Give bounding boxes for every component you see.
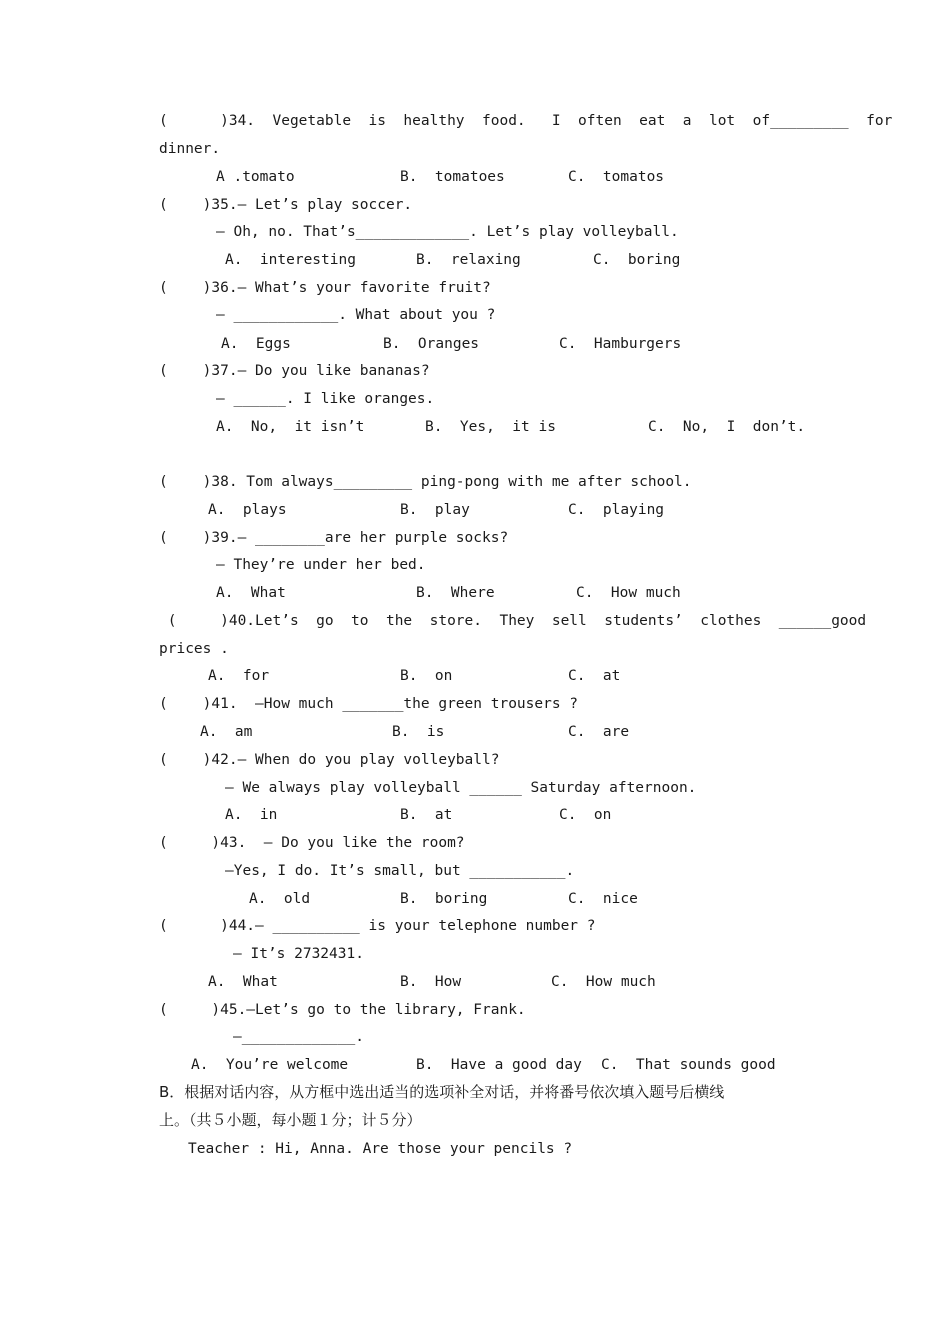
question-43-option-b: B. boring	[400, 891, 488, 907]
question-40-stem-cont: prices .	[159, 641, 229, 657]
question-44-option-c: C. How much	[551, 974, 656, 990]
question-41-option-c: C. are	[568, 724, 630, 740]
question-42-stem: ( )42.— When do you play volleyball?	[159, 752, 500, 768]
question-35-option-a: A. interesting	[225, 252, 356, 268]
question-43-option-a: A. old	[249, 891, 311, 907]
question-38-stem: ( )38. Tom always_________ ping-pong with me after school.	[159, 474, 692, 490]
question-39-option-b: B. Where	[416, 585, 495, 601]
question-45-reply: —_____________.	[233, 1029, 364, 1045]
question-45-option-b: B. Have a good day	[416, 1057, 582, 1073]
question-34-option-a: A .tomato	[216, 169, 295, 185]
question-44-option-b: B. How	[400, 974, 462, 990]
section-b-instructions-line1: B．根据对话内容，从方框中选出适当的选项补全对话，并将番号依次填入题号后横线	[159, 1083, 725, 1101]
question-34-option-b: B. tomatoes	[400, 169, 505, 185]
question-43-option-c: C. nice	[568, 891, 638, 907]
question-36-option-c: C. Hamburgers	[559, 336, 682, 352]
question-45-stem: ( )45.—Let’s go to the library, Frank.	[159, 1002, 526, 1018]
question-35-option-b: B. relaxing	[416, 252, 521, 268]
question-42-option-b: B. at	[400, 807, 453, 823]
question-44-option-a: A. What	[208, 974, 278, 990]
question-36-option-a: A. Eggs	[221, 336, 291, 352]
question-38-option-b: B. play	[400, 502, 470, 518]
question-40-stem: ( )40.Let’s go to the store. They sell students’ clothes ______good	[159, 613, 867, 629]
question-37-option-a: A. No, it isn’t	[216, 419, 365, 435]
question-36-option-b: B. Oranges	[383, 336, 480, 352]
question-36-stem: ( )36.— What’s your favorite fruit?	[159, 280, 491, 296]
dialogue-line-teacher: Teacher : Hi, Anna. Are those your pencils ?	[188, 1141, 573, 1157]
question-42-option-a: A. in	[225, 807, 278, 823]
question-45-option-c: C. That sounds good	[601, 1057, 776, 1073]
question-37-option-b: B. Yes, it is	[425, 419, 556, 435]
question-37-stem: ( )37.— Do you like bananas?	[159, 363, 430, 379]
question-34-option-c: C. tomatos	[568, 169, 665, 185]
question-35-stem: ( )35.— Let’s play soccer.	[159, 197, 413, 213]
question-35-reply: — Oh, no. That’s_____________. Let’s play volleyball.	[216, 224, 679, 240]
question-38-option-c: C. playing	[568, 502, 665, 518]
question-39-stem: ( )39.— ________are her purple socks?	[159, 530, 509, 546]
question-38-option-a: A. plays	[208, 502, 287, 518]
question-41-option-b: B. is	[392, 724, 445, 740]
question-39-option-a: A. What	[216, 585, 286, 601]
question-34-stem-cont: dinner.	[159, 141, 221, 157]
question-44-stem: ( )44.— __________ is your telephone number ?	[159, 918, 596, 934]
question-37-option-c: C. No, I don’t.	[648, 419, 806, 435]
question-41-option-a: A. am	[200, 724, 253, 740]
question-37-reply: — ______. I like oranges.	[216, 391, 435, 407]
question-42-reply: — We always play volleyball ______ Saturday afternoon.	[225, 780, 697, 796]
question-34-stem: ( )34. Vegetable is healthy food. I often eat a lot of_________ for	[159, 113, 893, 129]
section-b-instructions-line2: 上。（共５小题，每小题１分；计５分）	[159, 1111, 422, 1129]
question-41-stem: ( )41. —How much _______the green trousers ?	[159, 696, 579, 712]
question-36-reply: — ____________. What about you ?	[216, 307, 496, 323]
question-40-option-c: C. at	[568, 668, 621, 684]
question-40-option-a: A. for	[208, 668, 270, 684]
question-42-option-c: C. on	[559, 807, 612, 823]
question-40-option-b: B. on	[400, 668, 453, 684]
question-45-option-a: A. You’re welcome	[191, 1057, 349, 1073]
question-44-reply: — It’s 2732431.	[233, 946, 364, 962]
question-43-reply: —Yes, I do. It’s small, but ___________.	[225, 863, 575, 879]
question-39-option-c: C. How much	[576, 585, 681, 601]
question-43-stem: ( )43. — Do you like the room?	[159, 835, 465, 851]
question-35-option-c: C. boring	[593, 252, 681, 268]
question-39-reply: — They’re under her bed.	[216, 557, 426, 573]
